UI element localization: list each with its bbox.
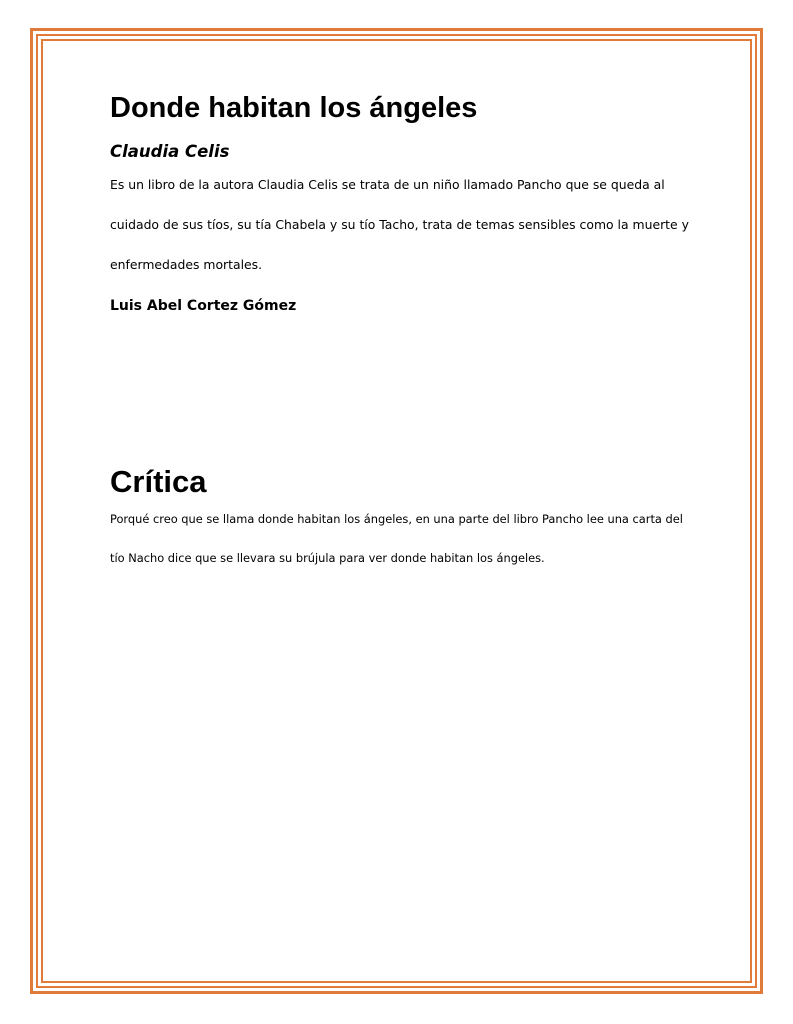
- critique-heading: Crítica: [110, 464, 207, 499]
- document-author: Claudia Celis: [110, 142, 230, 161]
- critique-paragraph: Porqué creo que se llama donde habitan los ángeles, en una parte del libro Pancho lee una carta del tío Nacho dice que se llevara su brújula para ver donde habitan los ángeles.: [110, 512, 683, 565]
- document-title: Donde habitan los ángeles: [110, 92, 478, 124]
- document-body: [110, 88, 700, 317]
- signature: Luis Abel Cortez Gómez: [110, 298, 297, 314]
- summary-paragraph: Es un libro de la autora Claudia Celis se trata de un niño llamado Pancho que se queda al cuidado de sus tíos, su tía Chabela y su tío Tacho, trata de temas sensibles como la muerte y enfermedades mortales.: [110, 177, 689, 272]
